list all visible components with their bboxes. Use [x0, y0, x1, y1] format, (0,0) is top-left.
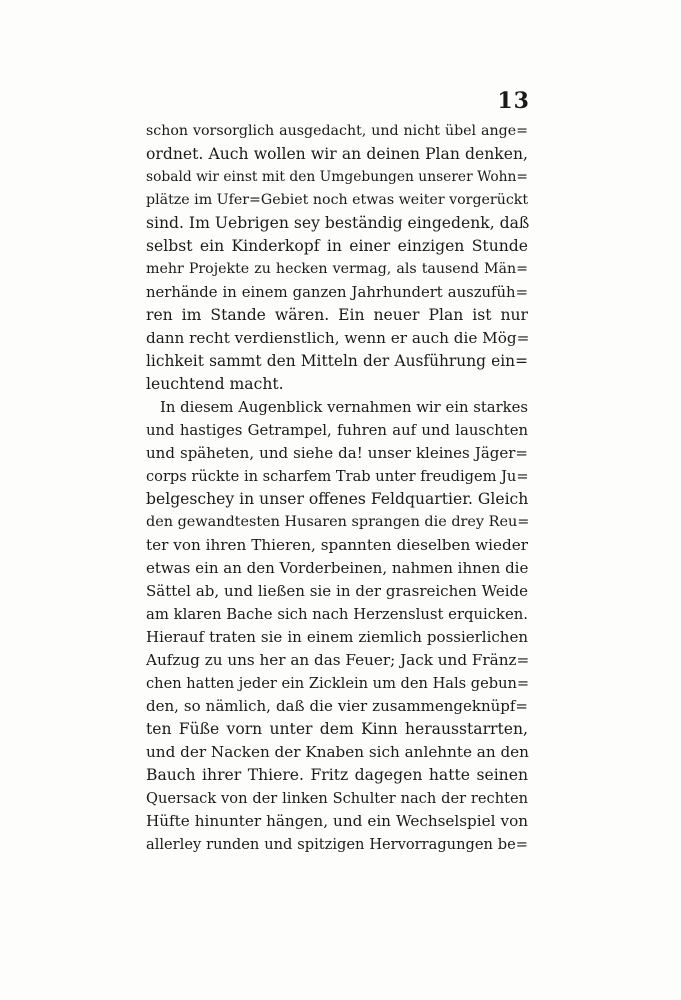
text-line: den, so nämlich, daß die vier zusammengeknüpf=: [146, 697, 528, 715]
text-line: Aufzug zu uns her an das Feuer; Jack und Fränz=: [146, 651, 530, 669]
text-line: etwas ein an den Vorderbeinen, nahmen ihnen die: [146, 559, 529, 577]
text-line: Bauch ihrer Thiere. Fritz dagegen hatte seinen: [146, 766, 528, 784]
paragraph-start-line: In diesem Augenblick vernahmen wir ein starkes: [160, 399, 528, 416]
text-line: dann recht verdienstlich, wenn er auch die Mög=: [146, 329, 530, 347]
text-line: ter von ihren Thieren, spannten dieselben wieder: [146, 536, 528, 554]
text-line: belgeschey in unser offenes Feldquartier. Gleich: [146, 490, 529, 508]
text-line: ren im Stande wären. Ein neuer Plan ist nur: [146, 306, 528, 324]
text-line: ordnet. Auch wollen wir an deinen Plan denken,: [146, 145, 528, 163]
text-line: nerhände in einem ganzen Jahrhundert auszufüh=: [146, 284, 528, 301]
text-line: sind. Im Uebrigen sey beständig eingedenk, daß: [146, 214, 530, 232]
text-line: leuchtend macht.: [146, 375, 284, 393]
text-line: Quersack von der linken Schulter nach der rechten: [146, 790, 528, 807]
text-line: und hastiges Getrampel, fuhren auf und lauschten: [146, 422, 528, 439]
text-line: lichkeit sammt den Mitteln der Ausführung ein=: [146, 352, 528, 370]
page-number: 13: [497, 88, 530, 114]
text-line: chen hatten jeder ein Zicklein um den Hals gebun=: [146, 675, 530, 692]
text-line: und der Nacken der Knaben sich anlehnte an den: [146, 743, 529, 761]
text-line: sobald wir einst mit den Umgebungen unserer Wohn=: [146, 169, 528, 185]
text-line: mehr Projekte zu hecken vermag, als tausend Män=: [146, 261, 528, 277]
text-line: schon vorsorglich ausgedacht, und nicht übel ange=: [146, 123, 528, 139]
text-line: den gewandtesten Husaren sprangen die drey Reu=: [146, 514, 530, 530]
text-line: plätze im Ufer=Gebiet noch etwas weiter vorgerückt: [146, 192, 529, 208]
text-line: Sättel ab, und ließen sie in der grasreichen Weide: [146, 582, 528, 600]
text-line: ten Füße vorn unter dem Kinn herausstarrten,: [146, 720, 528, 738]
text-line: am klaren Bache sich nach Herzenslust erquicken.: [146, 606, 528, 623]
text-line: Hierauf traten sie in einem ziemlich possierlichen: [146, 628, 528, 646]
text-line: Hüfte hinunter hängen, und ein Wechselspiel von: [146, 812, 528, 830]
body-text: [146, 120, 528, 856]
text-line: und späheten, und siehe da! unser kleines Jäger=: [146, 444, 528, 462]
text-line: selbst ein Kinderkopf in einer einzigen Stunde: [146, 237, 528, 255]
text-line: corps rückte in scharfem Trab unter freudigem Ju=: [146, 468, 529, 485]
text-line: allerley runden und spitzigen Hervorragungen be=: [146, 836, 528, 853]
